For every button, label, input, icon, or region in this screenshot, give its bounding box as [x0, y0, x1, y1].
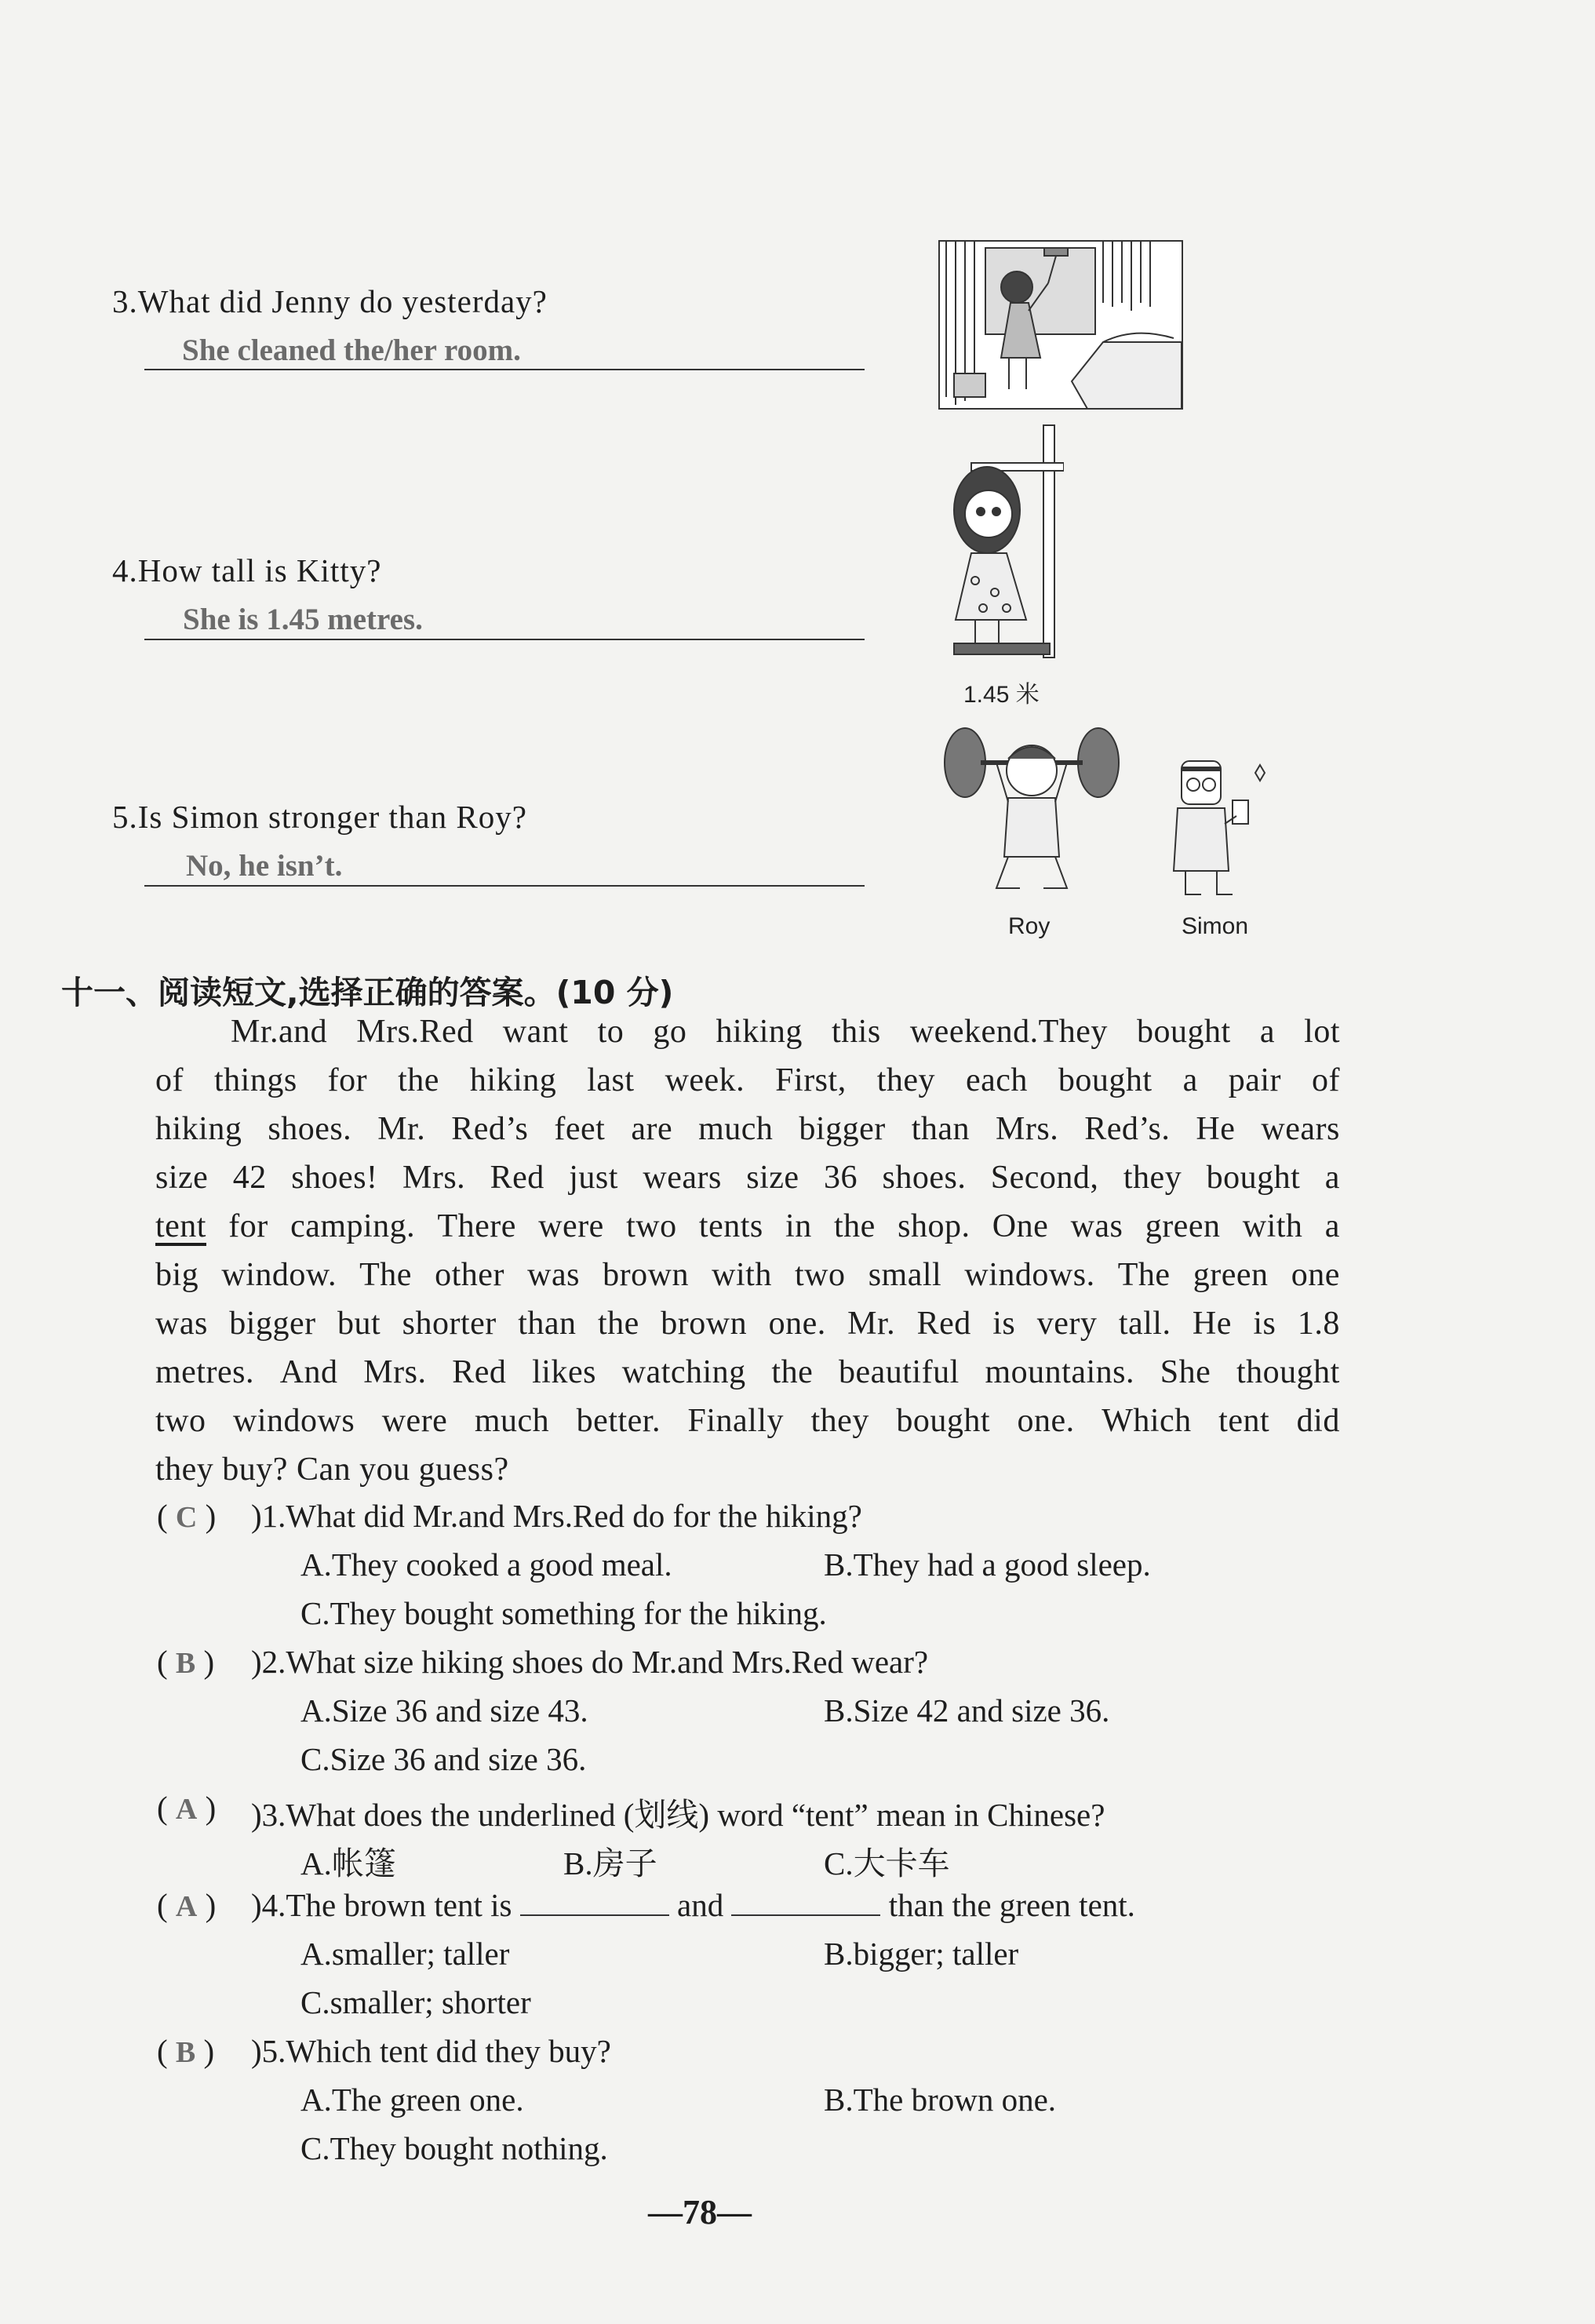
- passage-word: Red: [490, 1160, 544, 1196]
- passage-word: The: [359, 1257, 412, 1293]
- passage-word: hiking: [155, 1111, 242, 1147]
- passage-word: The: [1117, 1257, 1171, 1293]
- passage-word: bigger: [229, 1306, 316, 1342]
- passage-word: First,: [775, 1062, 847, 1098]
- mc-5-option-b: B.The brown one.: [824, 2082, 1057, 2118]
- passage-word: much: [698, 1111, 774, 1147]
- passage-word: a: [1324, 1208, 1340, 1244]
- height-caption: 1.45 米: [963, 682, 1040, 708]
- passage-word: shoes!: [291, 1160, 378, 1196]
- passage-word: to: [597, 1014, 625, 1050]
- passage-line: [155, 1348, 1340, 1397]
- mc-1-paren: ( C ): [157, 1498, 217, 1534]
- passage-word: shop.: [898, 1208, 970, 1244]
- passage-word: pair: [1228, 1062, 1281, 1098]
- answer-3: She cleaned the/her room.: [182, 333, 521, 367]
- passage-line: [155, 1056, 1340, 1105]
- passage-word: shoes.: [268, 1111, 352, 1147]
- passage-word: Finally: [687, 1403, 784, 1439]
- passage-word: in: [785, 1208, 812, 1244]
- passage-word: were: [538, 1208, 604, 1244]
- passage-word: camping.: [290, 1208, 416, 1244]
- mc-4-option-b: B.bigger; taller: [824, 1936, 1019, 1972]
- passage-word: they: [810, 1403, 869, 1439]
- passage-line: [155, 1153, 1340, 1202]
- passage-word: Red’s: [451, 1111, 529, 1147]
- passage-word: And: [279, 1354, 338, 1390]
- passage-word: brown: [661, 1306, 748, 1342]
- mc-5-answer-mark: B: [175, 2036, 196, 2069]
- mc-3-answer-mark: A: [175, 1793, 198, 1826]
- passage-word: Mr.: [847, 1306, 896, 1342]
- passage-word: Mrs.: [402, 1160, 466, 1196]
- mc-3-paren: ( A ): [157, 1790, 217, 1826]
- passage-word: small: [868, 1257, 942, 1293]
- mc-3-option-c: C.大卡车: [824, 1845, 950, 1881]
- question-4: 4.How tall is Kitty?: [112, 552, 382, 588]
- mc-2-option-b: B.Size 42 and size 36.: [824, 1692, 1110, 1728]
- mc-4-question: )4.The brown tent is and than the green tent.: [251, 1887, 1135, 1923]
- mc-1-question: )1.What did Mr.and Mrs.Red do for the hiking?: [251, 1498, 862, 1534]
- passage-word: one.: [1017, 1403, 1075, 1439]
- passage-word: Which: [1102, 1403, 1192, 1439]
- question-3: 3.What did Jenny do yesterday?: [112, 283, 548, 319]
- mc-1-option-c: C.They bought something for the hiking.: [300, 1595, 827, 1631]
- passage-word: they: [1123, 1160, 1182, 1196]
- passage-word: windows: [233, 1403, 355, 1439]
- mc-5-paren: ( B ): [157, 2033, 215, 2069]
- mc-1-option-b: B.They had a good sleep.: [824, 1546, 1151, 1583]
- passage-word: size: [746, 1160, 799, 1196]
- passage-word: than: [518, 1306, 577, 1342]
- mc-1-option-a: A.They cooked a good meal.: [300, 1546, 672, 1583]
- mc-3-option-a: A.帐篷: [300, 1845, 396, 1881]
- passage-word: 42: [232, 1160, 267, 1196]
- passage-word: Second,: [990, 1160, 1099, 1196]
- passage-word: go: [653, 1014, 687, 1050]
- section-heading: 十一、阅读短文,选择正确的答案。(10 分): [61, 974, 674, 1011]
- passage-word: of: [1311, 1062, 1340, 1098]
- passage-word: last: [587, 1062, 635, 1098]
- passage-word: than: [911, 1111, 970, 1147]
- passage-word: bigger: [799, 1111, 886, 1147]
- passage-word: wears: [643, 1160, 722, 1196]
- passage-word: week.: [665, 1062, 745, 1098]
- passage-word: two: [626, 1208, 677, 1244]
- passage-word: the: [398, 1062, 439, 1098]
- passage-word: likes: [532, 1354, 596, 1390]
- passage-word: Red: [452, 1354, 507, 1390]
- passage-word: of: [155, 1062, 184, 1098]
- passage-word: this: [832, 1014, 881, 1050]
- passage-word: beautiful: [838, 1354, 960, 1390]
- passage-word: tall.: [1118, 1306, 1171, 1342]
- answer-line-5: [144, 885, 865, 887]
- mc-4-option-c: C.smaller; shorter: [300, 1984, 531, 2020]
- passage-word: tent: [1218, 1403, 1270, 1439]
- passage-word: other: [435, 1257, 504, 1293]
- passage-word: much: [474, 1403, 550, 1439]
- mc-5-option-a: A.The green one.: [300, 2082, 524, 2118]
- mc-4-option-a: A.smaller; taller: [300, 1936, 510, 1972]
- passage-word: Mr.: [377, 1111, 426, 1147]
- passage-word: with: [712, 1257, 772, 1293]
- jenny-cleaning-illustration: [938, 240, 1183, 410]
- passage-word: things: [213, 1062, 297, 1098]
- passage-word: wears: [1261, 1111, 1340, 1147]
- passage-word: with: [1242, 1208, 1303, 1244]
- passage-line: [155, 1397, 1340, 1445]
- passage-word: was: [155, 1306, 208, 1342]
- passage-word: window.: [221, 1257, 337, 1293]
- passage-word: Red: [916, 1306, 971, 1342]
- passage-word: each: [965, 1062, 1028, 1098]
- passage-word: were: [381, 1403, 448, 1439]
- passage-word: lot: [1304, 1014, 1340, 1050]
- passage-word: He: [1192, 1306, 1232, 1342]
- passage-line: [231, 1007, 1340, 1056]
- passage-word: hiking: [469, 1062, 557, 1098]
- passage-line: [155, 1202, 1340, 1251]
- passage-word: weekend.They: [909, 1014, 1108, 1050]
- passage-word: windows.: [964, 1257, 1095, 1293]
- mc-3-option-b: B.房子: [563, 1845, 657, 1881]
- kitty-height-illustration: [940, 424, 1064, 659]
- mc-3-question: )3.What does the underlined (划线) word “tent” mean in Chinese?: [251, 1797, 1105, 1833]
- passage-word: Mrs.: [363, 1354, 427, 1390]
- passage-word: a: [1259, 1014, 1276, 1050]
- passage-word: want: [502, 1014, 569, 1050]
- passage-word: green: [1193, 1257, 1269, 1293]
- passage-word: size: [155, 1160, 209, 1196]
- page-number: —78—: [648, 2193, 752, 2231]
- passage-word: Mr.and: [231, 1014, 328, 1050]
- passage-word: mountains.: [985, 1354, 1135, 1390]
- passage-word: did: [1296, 1403, 1340, 1439]
- passage-word: brown: [603, 1257, 689, 1293]
- passage-word: they: [876, 1062, 935, 1098]
- passage-word: hiking: [716, 1014, 803, 1050]
- passage-word: metres.: [155, 1354, 254, 1390]
- passage-word: they buy? Can you guess?: [155, 1452, 509, 1488]
- passage-word: One: [992, 1208, 1049, 1244]
- mc-5-option-c: C.They bought nothing.: [300, 2130, 608, 2166]
- mc-4-answer-mark: A: [175, 1890, 198, 1923]
- mc-2-option-a: A.Size 36 and size 43.: [300, 1692, 588, 1728]
- passage-word: the: [771, 1354, 814, 1390]
- passage-word: She: [1160, 1354, 1211, 1390]
- passage-word: There: [437, 1208, 516, 1244]
- passage-word: tents: [698, 1208, 763, 1244]
- answer-4: She is 1.45 metres.: [183, 603, 423, 636]
- passage-word: big: [155, 1257, 199, 1293]
- passage-line: [155, 1445, 1340, 1494]
- passage-word: the: [598, 1306, 639, 1342]
- passage-word: bought: [896, 1403, 991, 1439]
- passage-word: a: [1324, 1160, 1340, 1196]
- mc-2-question: )2.What size hiking shoes do Mr.and Mrs.Red wear?: [251, 1644, 929, 1680]
- passage-word: watching: [621, 1354, 746, 1390]
- passage-word: one.: [768, 1306, 826, 1342]
- answer-5: No, he isn’t.: [186, 849, 343, 883]
- passage-word: a: [1182, 1062, 1198, 1098]
- passage-word: is: [1253, 1306, 1276, 1342]
- passage-word: thought: [1236, 1354, 1340, 1390]
- passage-word: was: [1070, 1208, 1123, 1244]
- passage-word: for: [327, 1062, 368, 1098]
- passage-word: are: [631, 1111, 673, 1147]
- simon-illustration: [1158, 753, 1276, 902]
- passage-word: one: [1291, 1257, 1340, 1293]
- passage-word: bought: [1206, 1160, 1301, 1196]
- passage-word: is: [992, 1306, 1016, 1342]
- passage-line: [155, 1105, 1340, 1153]
- passage-word: bought: [1058, 1062, 1153, 1098]
- passage-word: 36: [824, 1160, 858, 1196]
- mc-5-question: )5.Which tent did they buy?: [251, 2033, 611, 2069]
- question-5: 5.Is Simon stronger than Roy?: [112, 799, 527, 835]
- roy-caption: Roy: [1008, 913, 1051, 939]
- passage-word: the: [834, 1208, 876, 1244]
- passage-word: green: [1145, 1208, 1221, 1244]
- answer-line-3: [144, 369, 865, 370]
- passage-word: two: [795, 1257, 846, 1293]
- passage-word: very: [1036, 1306, 1098, 1342]
- passage-word: He: [1196, 1111, 1236, 1147]
- passage-word: shorter: [402, 1306, 497, 1342]
- answer-line-4: [144, 639, 865, 640]
- roy-weightlifting-illustration: [941, 723, 1122, 898]
- blank-line: [731, 1888, 880, 1916]
- passage-word: Red’s.: [1084, 1111, 1171, 1147]
- passage-word: but: [337, 1306, 381, 1342]
- passage-word: shoes.: [882, 1160, 967, 1196]
- blank-line: [520, 1888, 669, 1916]
- mc-2-answer-mark: B: [175, 1647, 196, 1680]
- passage-word: better.: [576, 1403, 661, 1439]
- passage-word: two: [155, 1403, 206, 1439]
- passage-line: [155, 1251, 1340, 1299]
- simon-caption: Simon: [1182, 913, 1249, 939]
- mc-2-paren: ( B ): [157, 1644, 215, 1680]
- passage-word: bought: [1137, 1014, 1231, 1050]
- passage-word: 1.8: [1297, 1306, 1340, 1342]
- passage-word: Mrs.: [996, 1111, 1059, 1147]
- passage-word: was: [527, 1257, 580, 1293]
- reading-passage: [155, 1007, 1340, 1494]
- passage-word: just: [569, 1160, 618, 1196]
- mc-1-answer-mark: C: [175, 1501, 198, 1534]
- passage-line: [155, 1299, 1340, 1348]
- passage-word: tent: [155, 1208, 206, 1244]
- passage-word: Mrs.Red: [356, 1014, 474, 1050]
- mc-2-option-c: C.Size 36 and size 36.: [300, 1741, 587, 1777]
- passage-word: for: [228, 1208, 268, 1244]
- passage-word: feet: [554, 1111, 606, 1147]
- mc-4-paren: ( A ): [157, 1887, 217, 1923]
